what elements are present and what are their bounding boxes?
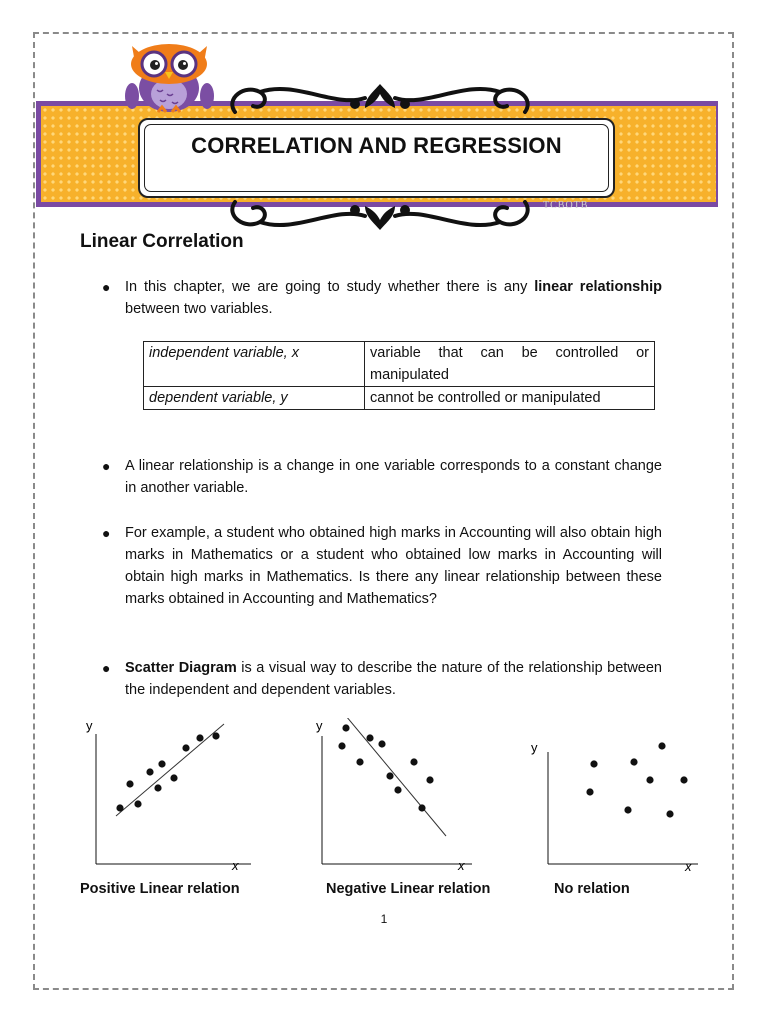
watermark-text: TCBOTB — [543, 200, 589, 211]
data-point — [196, 734, 203, 741]
trend-line — [116, 724, 224, 816]
y-axis-label: y — [531, 740, 538, 755]
table-row — [144, 342, 655, 387]
y-axis-label: y — [316, 718, 323, 733]
bullet-dot: ● — [102, 279, 111, 295]
caption-none: No relation — [554, 881, 630, 897]
section-heading: Linear Correlation — [80, 231, 244, 252]
table-row — [144, 387, 655, 410]
bottom-flourish-ornament — [215, 196, 545, 236]
data-point — [386, 772, 393, 779]
bullet-dot: ● — [102, 458, 111, 474]
data-point — [658, 742, 665, 749]
scatter-none-figure — [525, 738, 705, 878]
data-point — [126, 780, 133, 787]
bullet-linear-relationship: ● In this chapter, we are going to study whether there is any linear relationship between two variables. — [102, 276, 662, 320]
data-point — [158, 760, 165, 767]
data-point — [646, 776, 653, 783]
variable-table — [143, 341, 655, 410]
bold-term: linear relationship — [534, 279, 662, 295]
caption-positive: Positive Linear relation — [80, 881, 240, 897]
table-cell-term: dependent variable, y — [144, 387, 365, 410]
bullet-dot: ● — [102, 525, 111, 541]
caption-negative: Negative Linear relation — [326, 881, 491, 897]
data-point — [338, 742, 345, 749]
top-flourish-ornament — [215, 78, 545, 118]
data-point — [666, 810, 673, 817]
data-point — [624, 806, 631, 813]
data-point — [590, 760, 597, 767]
data-point — [182, 744, 189, 751]
x-axis-label: x — [685, 859, 692, 874]
data-point — [680, 776, 687, 783]
data-point — [366, 734, 373, 741]
scatter-negative-figure — [310, 718, 490, 878]
data-point — [394, 786, 401, 793]
bullet-example: ● For example, a student who obtained high marks in Accounting will also obtain high marks in Mathematics or a student who obtained low marks in Accounting will obtain high marks in Mathematics. Is there any linear relationship between these marks obtained in Accounting and Mathematics? — [102, 522, 662, 610]
data-point — [134, 800, 141, 807]
data-point — [116, 804, 123, 811]
data-point — [170, 774, 177, 781]
table-cell-term: independent variable, x — [144, 342, 365, 387]
bullet-dot: ● — [102, 660, 111, 676]
owl-icon — [122, 38, 217, 114]
page-number: 1 — [380, 912, 388, 926]
x-axis-label: x — [458, 858, 465, 873]
table-cell-definition: cannot be controlled or manipulated — [365, 387, 655, 410]
table-cell-definition: variable that can be controlled or manipulated — [365, 342, 655, 387]
bold-term: Scatter Diagram — [125, 660, 237, 676]
bullet-definition: ● A linear relationship is a change in one variable corresponds to a constant change in another variable. — [102, 455, 662, 499]
data-point — [356, 758, 363, 765]
data-point — [418, 804, 425, 811]
data-point — [630, 758, 637, 765]
data-point — [426, 776, 433, 783]
data-point — [154, 784, 161, 791]
data-point — [342, 724, 349, 731]
data-point — [378, 740, 385, 747]
data-point — [410, 758, 417, 765]
y-axis-label: y — [86, 718, 93, 733]
scatter-positive-figure — [80, 718, 260, 878]
data-point — [146, 768, 153, 775]
page-title: CORRELATION AND REGRESSION — [191, 133, 562, 158]
data-point — [212, 732, 219, 739]
data-point — [586, 788, 593, 795]
bullet-scatter-diagram: ● Scatter Diagram is a visual way to describe the nature of the relationship between the independent and dependent variables. — [102, 657, 662, 701]
x-axis-label: x — [232, 858, 239, 873]
